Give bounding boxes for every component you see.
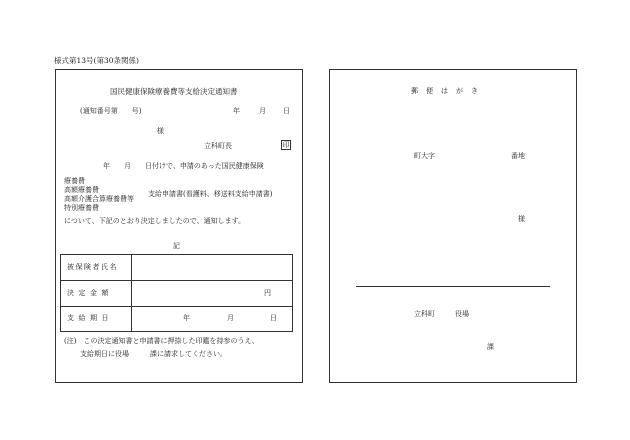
benefit-type-1: 高額療養費: [64, 186, 99, 194]
postcard-divider: [356, 286, 550, 287]
notice-panel: [55, 69, 303, 383]
table-divider-vertical: [131, 254, 132, 332]
insured-name-label: 被保険者氏名: [67, 263, 118, 271]
note-line-2: 支給期日に役場 課に請求してください。: [80, 350, 227, 358]
payment-month: 月: [227, 314, 234, 322]
postcard-title: 郵便はがき: [411, 87, 486, 95]
payment-date-label: 支給期日: [67, 314, 113, 322]
decision-text: について、下記のとおり決定しましたので、通知します。: [64, 217, 246, 225]
yen-unit: 円: [264, 289, 271, 297]
application-type: 支給申請書(看護料、移送料支給申請書): [148, 190, 273, 198]
postcard-banchi: 番地: [511, 152, 525, 160]
note-line-1: (注) この決定通知書と申請書に押捺した印鑑を持参のうえ、: [64, 337, 259, 345]
postcard-sender-town: 立科町: [414, 310, 435, 318]
amount-label: 決定金額: [67, 289, 113, 297]
notice-date-day: 日: [283, 107, 290, 115]
addressee-suffix: 様: [157, 127, 164, 135]
postcard-town-prefix: 町大字: [414, 152, 435, 160]
benefit-type-3: 特別療養費: [64, 204, 99, 212]
benefit-type-2: 高額介護合算療養費等: [64, 195, 134, 203]
postcard-panel: [329, 69, 577, 383]
ki-heading: 記: [173, 242, 180, 250]
postcard-sender-section: 課: [487, 343, 494, 351]
payment-year: 年: [183, 314, 190, 322]
notice-date-month: 月: [259, 107, 266, 115]
benefit-type-0: 療養費: [64, 177, 85, 185]
application-intro: 年 月 日付けで、申請のあった国民健康保険: [103, 162, 264, 170]
table-row-divider: [60, 280, 293, 281]
seal-mark: 印: [282, 141, 290, 149]
table-row-divider: [60, 306, 293, 307]
notice-title: 国民健康保険療養費等支給決定通知書: [110, 87, 238, 96]
issuer-name: 立科町長: [204, 142, 232, 150]
postcard-sender-office: 役場: [455, 310, 469, 318]
notice-number: (通知番号第 号): [80, 107, 142, 115]
notice-date-year: 年: [233, 107, 240, 115]
postcard-recipient-suffix: 様: [518, 215, 525, 223]
payment-day: 日: [270, 314, 277, 322]
form-number-label: 様式第13号(第30条関係): [54, 56, 139, 65]
